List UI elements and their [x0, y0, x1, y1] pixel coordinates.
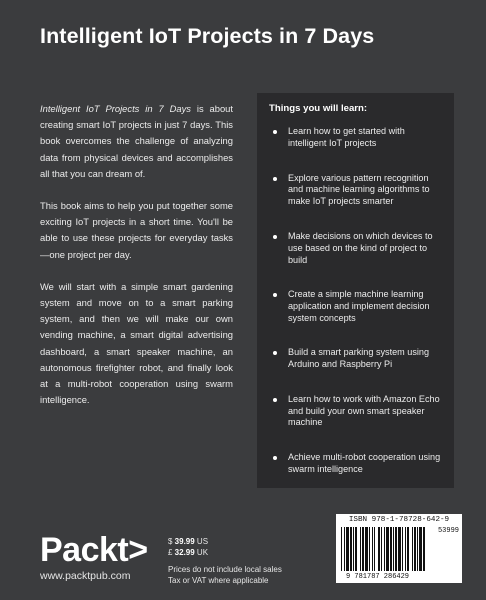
barcode-bar — [353, 527, 354, 571]
description-paragraph-1 — [40, 101, 233, 182]
learn-list — [269, 126, 442, 476]
isbn-number: ISBN 978-1-78728-642-9 — [348, 516, 450, 524]
price-notes — [168, 564, 282, 586]
barcode-bar — [362, 527, 364, 571]
barcode-bar — [355, 527, 357, 571]
barcode-bar — [350, 527, 352, 571]
barcode-bar — [365, 527, 368, 571]
barcode-bar — [344, 527, 345, 571]
barcode-bar — [386, 527, 389, 571]
uk-currency: £ — [168, 548, 175, 557]
price-code: 53999 — [437, 527, 459, 535]
barcode-bar — [412, 527, 413, 571]
description-p1-text: is about creating smart IoT projects in just 7 days. This book overcomes the challenge of analyzing data from physical devices and accomplishes all that you can dream of. — [40, 103, 233, 179]
barcode-bar — [423, 527, 425, 571]
learn-item: Learn how to work with Amazon Echo and build your own smart speaker machine — [269, 394, 442, 430]
barcode-bar — [417, 527, 418, 571]
price-uk — [168, 547, 208, 558]
barcode-bar — [360, 527, 361, 571]
publisher-website: www.packtpub.com — [40, 570, 131, 582]
barcode-bar — [374, 527, 375, 571]
barcode-bar — [402, 527, 403, 571]
book-description — [40, 101, 233, 424]
learn-item: Explore various pattern recognition and machine learning algorithms to make IoT projects smarter — [269, 173, 442, 209]
barcode-bar — [341, 527, 342, 571]
learn-item: Make decisions on which devices to use based on the kind of project to build — [269, 231, 442, 267]
barcode-bar — [419, 527, 422, 571]
learn-item: Build a smart parking system using Arduino and Raspberry Pi — [269, 347, 442, 371]
us-amount: 39.99 — [174, 537, 195, 546]
book-title: Intelligent IoT Projects in 7 Days — [40, 24, 375, 48]
isbn-text — [336, 516, 462, 524]
uk-suffix: UK — [194, 548, 209, 557]
uk-amount: 32.99 — [174, 548, 195, 557]
price-note-2: Tax or VAT where applicable — [168, 576, 269, 585]
barcode-bar — [381, 527, 382, 571]
things-you-will-learn-box — [257, 93, 454, 488]
price-us — [168, 536, 208, 547]
barcode-bar — [372, 527, 373, 571]
barcode-bar — [378, 527, 380, 571]
barcode-bar — [405, 527, 406, 571]
learn-item: Create a simple machine learning application and implement decision system concepts — [269, 289, 442, 325]
barcode-bar — [390, 527, 392, 571]
barcode-bar — [395, 527, 397, 571]
barcode-digits: 9 781787 286429 — [346, 573, 410, 581]
us-currency: $ — [168, 537, 175, 546]
barcode-bar — [398, 527, 401, 571]
barcode-bar — [346, 527, 349, 571]
book-title-italic: Intelligent IoT Projects in 7 Days — [40, 103, 191, 114]
barcode-bar — [369, 527, 370, 571]
barcode-bar — [393, 527, 394, 571]
barcode-bar — [384, 527, 385, 571]
barcode-bar — [414, 527, 416, 571]
packt-logo: Packt> — [40, 531, 148, 569]
learn-heading: Things you will learn: — [269, 103, 368, 114]
learn-item: Learn how to get started with intelligent IoT projects — [269, 126, 442, 150]
price-note-1: Prices do not include local sales — [168, 565, 282, 574]
price-block — [168, 536, 208, 558]
barcode-bar — [407, 527, 409, 571]
learn-item: Achieve multi-robot cooperation using swarm intelligence — [269, 452, 442, 476]
isbn-barcode — [336, 514, 462, 583]
us-suffix: US — [194, 537, 209, 546]
description-paragraph-3: We will start with a simple smart gardening system and move on to a smart parking system, and then we will make our own vending machine, a smart digital advertising dashboard, a smart speaker machine, an autonomous firefighter robot, and finally look at a multi-robot cooperation using swarm intelligence. — [40, 280, 233, 406]
description-paragraph-2: This book aims to help you put together some exciting IoT projects in a short time. You'll be able to use these projects for everyday tasks—one project per day. — [40, 200, 233, 260]
